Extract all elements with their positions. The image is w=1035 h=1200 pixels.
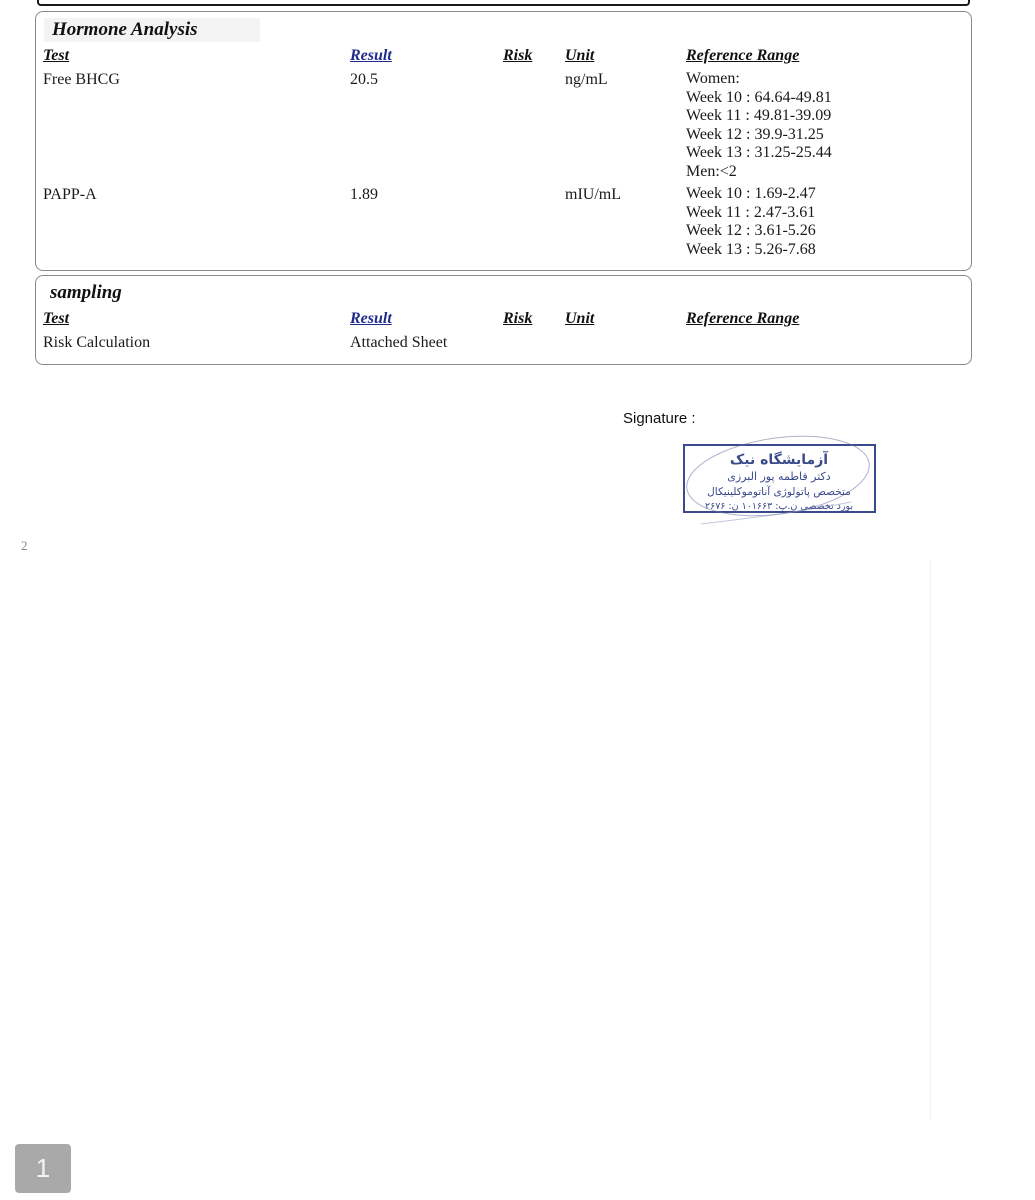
reference-range-line: Week 13 : 31.25-25.44 — [686, 144, 832, 162]
stamp-lab-name: آزمایشگاه نیک — [729, 452, 829, 468]
column-header-risk: Risk — [503, 310, 533, 327]
column-header-reference-range: Reference Range — [686, 310, 800, 327]
stamp-doctor-name: دکتر فاطمه پور البرزی — [727, 470, 831, 483]
reference-range-list — [686, 185, 816, 259]
reference-range-line: Women: — [686, 70, 740, 87]
test-unit: mIU/mL — [565, 186, 621, 203]
stamp-license: بورد تخصصی ن.پ: ۱۰۱۶۶۳ ن: ۲۶۷۶ — [704, 501, 854, 512]
test-result: Attached Sheet — [350, 334, 448, 351]
section-title: sampling — [50, 282, 122, 303]
stamp-specialty: متخصص پاتولوژی آناتوموکلینیکال — [707, 486, 851, 498]
reference-range-line: Week 12 : 39.9-31.25 — [686, 125, 824, 143]
page-indicator-badge[interactable]: 1 — [15, 1144, 71, 1193]
test-name: Free BHCG — [43, 71, 120, 88]
column-header-risk: Risk — [503, 47, 533, 64]
reference-range-line: Men:<2 — [686, 162, 737, 180]
page-number-mark: 2 — [21, 538, 28, 553]
test-name: Risk Calculation — [43, 334, 151, 351]
reference-range-line: Week 11 : 2.47-3.61 — [686, 203, 816, 221]
hormone-analysis-section — [35, 11, 972, 271]
reference-range-line: Week 10 : 64.64-49.81 — [686, 88, 832, 106]
column-header-result: Result — [350, 310, 392, 327]
signature-label: Signature : — [623, 410, 696, 427]
column-header-unit: Unit — [565, 310, 595, 327]
reference-range-line: Week 13 : 5.26-7.68 — [686, 240, 816, 258]
test-result: 1.89 — [350, 186, 378, 203]
test-result: 20.5 — [350, 71, 378, 88]
reference-range-line: Week 10 : 1.69-2.47 — [686, 185, 816, 202]
test-unit: ng/mL — [565, 71, 608, 88]
previous-section-border — [37, 0, 970, 6]
sampling-section — [35, 275, 972, 365]
test-name: PAPP-A — [43, 186, 97, 203]
column-header-test: Test — [43, 310, 70, 327]
column-header-unit: Unit — [565, 47, 595, 64]
reference-range-line: Week 12 : 3.61-5.26 — [686, 222, 816, 240]
column-header-result: Result — [350, 47, 392, 64]
section-title: Hormone Analysis — [44, 18, 260, 42]
scan-edge-shadow — [930, 560, 931, 1120]
reference-range-line: Week 11 : 49.81-39.09 — [686, 107, 832, 125]
column-header-reference-range: Reference Range — [686, 47, 800, 64]
reference-range-list — [686, 70, 832, 182]
lab-stamp — [681, 432, 891, 537]
column-header-test: Test — [43, 47, 70, 64]
